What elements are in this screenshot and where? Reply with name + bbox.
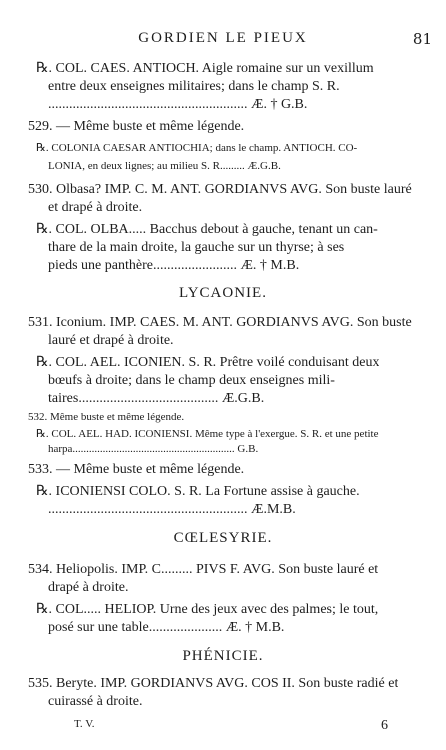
entry-heading: 534. Heliopolis. IMP. C......... PIVS F. AVG. Son buste lauré et: [28, 562, 379, 577]
section-heading: LYCAONIE.: [179, 285, 267, 301]
text-line: cuirassé à droite.: [48, 694, 143, 709]
text-line: entre deux enseignes militaires; dans le champ S. R.: [48, 79, 340, 94]
text-line: thare de la main droite, la gauche sur un thyrse; à ses: [48, 240, 345, 255]
section-heading: CŒLESYRIE.: [173, 530, 273, 546]
entry-heading: 532. Même buste et même légende.: [28, 411, 185, 423]
text-line: drapé à droite.: [48, 580, 129, 595]
text-line: LONIA, en deux lignes; au milieu S. R......... Æ.G.B.: [48, 160, 281, 172]
text-line: ......................................................... Æ. † G.B.: [48, 97, 308, 112]
text-line: bœufs à droite; dans le champ deux enseignes mili-: [48, 373, 335, 388]
text-line: lauré et drapé à droite.: [48, 333, 174, 348]
text-line: ℞. COL..... HELIOP. Urne des jeux avec des palmes; le tout,: [36, 602, 379, 617]
text-line: pieds une panthère........................ Æ. † M.B.: [48, 258, 300, 273]
entry-heading: 533. — Même buste et même légende.: [28, 462, 245, 477]
running-title: GORDIEN LE PIEUX: [138, 30, 308, 46]
entry-heading: 531. Iconium. IMP. CAES. M. ANT. GORDIANVS AVG. Son buste: [28, 315, 412, 330]
text-line: ℞. COL. CAES. ANTIOCH. Aigle romaine sur un vexillum: [36, 61, 374, 76]
text-line: ℞. COLONIA CAESAR ANTIOCHIA; dans le champ. ANTIOCH. CO-: [36, 142, 358, 154]
text-line: ......................................................... Æ.M.B.: [48, 502, 296, 517]
signature-number: 6: [381, 718, 388, 733]
text-line: harpa........................................................... G.B.: [48, 443, 259, 455]
text-line: ℞. COL. OLBA..... Bacchus debout à gauche, tenant un can-: [36, 222, 378, 237]
text-line: ℞. ICONIENSI COLO. S. R. La Fortune assise à gauche.: [36, 484, 360, 499]
entry-heading: 529. — Même buste et même légende.: [28, 119, 245, 134]
text-line: ℞. COL. AEL. ICONIEN. S. R. Prêtre voilé conduisant deux: [36, 355, 380, 370]
page-footer: [0, 718, 446, 736]
entry-heading: 535. Beryte. IMP. GORDIANVS AVG. COS II. Son buste radié et: [28, 676, 399, 691]
signature-mark: T. V.: [74, 718, 95, 730]
text-line: et drapé à droite.: [48, 200, 143, 215]
text-line: ℞. COL. AEL. HAD. ICONIENSI. Même type à l'exergue. S. R. et une petite: [36, 428, 379, 440]
running-header: [0, 30, 446, 48]
page-number: 81: [412, 30, 432, 48]
entry-heading: 530. Olbasa? IMP. C. M. ANT. GORDIANVS AVG. Son buste lauré: [28, 182, 412, 197]
section-heading: PHÉNICIE.: [182, 648, 264, 664]
text-line: posé sur une table..................... Æ. † M.B.: [48, 620, 285, 635]
text-line: taires........................................ Æ.G.B.: [48, 391, 265, 406]
